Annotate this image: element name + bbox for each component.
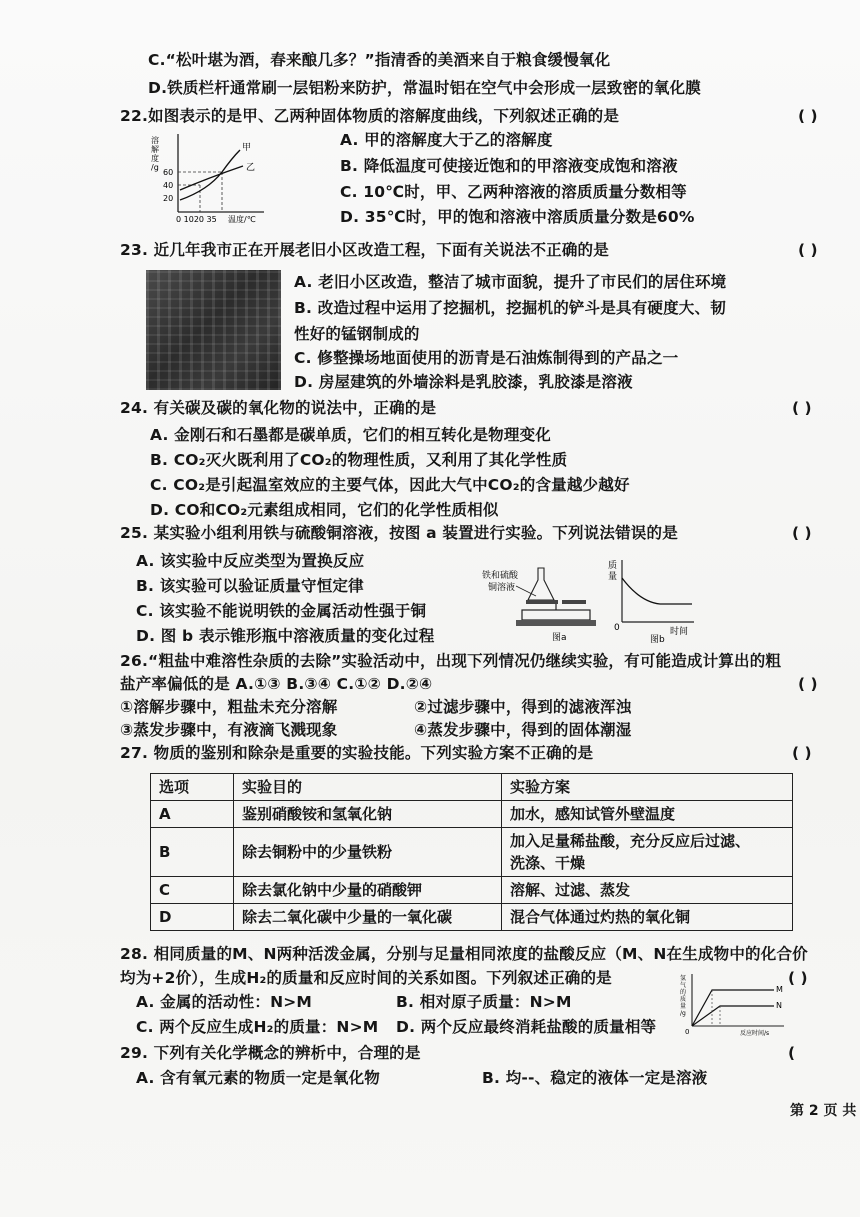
q23-building-photo <box>146 270 281 390</box>
q28-line-m <box>692 990 774 1026</box>
table-header-row <box>151 774 793 801</box>
q25-option-a: A. 该实验中反应类型为置换反应 <box>136 552 365 570</box>
q22-option-c: C. 10℃时，甲、乙两种溶液的溶质质量分数相等 <box>340 183 687 201</box>
q23-option-c: C. 修整操场地面使用的沥青是石油炼制得到的产品之一 <box>294 349 679 367</box>
q22-ytick-20: 20 <box>163 194 174 203</box>
q29-option-a: A. 含有氧元素的物质一定是氧化物 <box>136 1069 380 1087</box>
table-cell: C <box>151 877 234 904</box>
q25-option-c: C. 该实验不能说明铁的金属活动性强于铜 <box>136 602 427 620</box>
q24-stem: 24. 有关碳及碳的氧化物的说法中，正确的是 <box>120 399 437 417</box>
q28-option-b: B. 相对原子质量：N>M <box>396 993 572 1011</box>
q28-option-c: C. 两个反应生成H₂的质量：N>M <box>136 1018 379 1036</box>
q28-label-m: M <box>776 985 783 994</box>
q28-xlabel: 反应时间/s <box>740 1030 770 1037</box>
q25-fig-b-origin: 0 <box>614 623 620 633</box>
q23-option-b-line1: B. 改造过程中运用了挖掘机，挖掘机的铲斗是具有硬度大、韧 <box>294 299 726 317</box>
q28-ylabel-2: 气 <box>680 982 687 989</box>
q22-answer-bracket[interactable]: ( ) <box>798 107 818 125</box>
q27-experiment-table <box>150 773 793 931</box>
q21-option-c: C.“松叶堪为酒，春来酿几多？”指清香的美酒来自于粮食缓慢氧化 <box>148 51 611 69</box>
q25-fig-a-label2: 铜溶液 <box>488 583 516 593</box>
table-cell: 溶解、过滤、蒸发 <box>502 877 793 904</box>
table-row <box>151 877 793 904</box>
q29-option-b: B. 均--、稳定的液体一定是溶液 <box>482 1069 708 1087</box>
q26-item-4: ④蒸发步骤中，得到的固体潮湿 <box>414 721 632 739</box>
q25-fig-b-graph <box>606 556 698 644</box>
q22-ytick-40: 40 <box>163 181 174 190</box>
q28-ylabel-4: 质 <box>680 996 687 1003</box>
table-header: 实验目的 <box>234 774 502 801</box>
q28-option-d: D. 两个反应最终消耗盐酸的质量相等 <box>396 1018 657 1036</box>
curve-jia <box>180 150 240 200</box>
q25-option-b: B. 该实验可以验证质量守恒定律 <box>136 577 364 595</box>
q28-ylabel-1: 氢 <box>680 975 687 982</box>
q21-option-d: D.铁质栏杆通常刷一层铝粉来防护，常温时铝在空气中会形成一层致密的氧化膜 <box>148 79 701 97</box>
q28-answer-bracket[interactable]: ( ) <box>788 969 808 987</box>
q25-option-d: D. 图 b 表示锥形瓶中溶液质量的变化过程 <box>136 627 435 645</box>
table-cell: D <box>151 904 234 931</box>
q29-stem: 29. 下列有关化学概念的辨析中，合理的是 <box>120 1044 421 1062</box>
q23-answer-bracket[interactable]: ( ) <box>798 241 818 259</box>
q28-label-n: N <box>776 1001 782 1010</box>
q27-answer-bracket[interactable]: ( ) <box>792 744 812 762</box>
table-cell: 除去二氧化碳中少量的一氧化碳 <box>234 904 502 931</box>
q25-fig-b-ylabel-1: 质 <box>608 561 618 571</box>
q26-stem-line1: 26.“粗盐中难溶性杂质的去除”实验活动中，出现下列情况仍继续实验，有可能造成计算出的粗 <box>120 652 782 670</box>
q22-ylabel-4: /g <box>151 163 159 172</box>
q22-option-b: B. 降低温度可使接近饱和的甲溶液变成饱和溶液 <box>340 157 678 175</box>
table-row <box>151 828 793 877</box>
table-cell <box>502 828 793 877</box>
q22-xlabel: 温度/℃ <box>228 215 256 224</box>
table-cell: A <box>151 801 234 828</box>
table-cell: 鉴别硝酸铵和氢氧化钠 <box>234 801 502 828</box>
q24-answer-bracket[interactable]: ( ) <box>792 399 812 417</box>
q22-xticks: 0 1020 35 <box>176 215 217 224</box>
q22-ylabel-2: 解 <box>151 145 159 154</box>
q26-stem-line2: 盐产率偏低的是 A.①③ B.③④ C.①② D.②④ <box>120 675 433 693</box>
table-row <box>151 801 793 828</box>
table-cell: 混合气体通过灼热的氧化铜 <box>502 904 793 931</box>
table-header: 实验方案 <box>502 774 793 801</box>
q25-fig-a-balance <box>476 560 601 642</box>
q23-option-d: D. 房屋建筑的外墙涂料是乳胶漆，乳胶漆是溶液 <box>294 373 633 391</box>
q28-stem-line1: 28. 相同质量的M、N两种活泼金属，分别与足量相同浓度的盐酸反应（M、N在生成物中的化合价 <box>120 945 808 963</box>
q22-option-d: D. 35℃时，甲的饱和溶液中溶质质量分数是60% <box>340 208 695 226</box>
q25-answer-bracket[interactable]: ( ) <box>792 524 812 542</box>
q23-stem: 23. 近几年我市正在开展老旧小区改造工程，下面有关说法不正确的是 <box>120 241 609 259</box>
table-row <box>151 904 793 931</box>
q25-fig-a-caption: 图a <box>552 633 567 642</box>
q24-option-b: B. CO₂灭火既利用了CO₂的物理性质，又利用了其化学性质 <box>150 451 568 469</box>
q28-ylabel-3: 的 <box>680 989 687 996</box>
q28-stem-line2: 均为+2价），生成H₂的质量和反应时间的关系如图。下列叙述正确的是 <box>120 969 612 987</box>
erlenmeyer-flask-icon <box>528 568 554 600</box>
q25-stem: 25. 某实验小组利用铁与硫酸铜溶液，按图 a 装置进行实验。下列说法错误的是 <box>120 524 678 542</box>
q28-origin: 0 <box>685 1028 690 1036</box>
q25-fig-b-xlabel: 时间 <box>670 627 689 637</box>
table-cell-line: 加入足量稀盐酸，充分反应后过滤、 <box>510 832 751 850</box>
q22-ylabel-1: 溶 <box>151 136 159 145</box>
q22-ytick-60: 60 <box>163 168 174 177</box>
table-cell-line: 洗涤、干燥 <box>510 854 586 872</box>
q22-ylabel-3: 度 <box>151 154 159 163</box>
q25-fig-b-curve <box>622 578 692 604</box>
q22-solubility-graph <box>148 130 268 226</box>
q28-ylabel-5: 量 <box>680 1003 687 1010</box>
table-cell: 除去铜粉中的少量铁粉 <box>234 828 502 877</box>
table-header: 选项 <box>151 774 234 801</box>
q24-option-d: D. CO和CO₂元素组成相同，它们的化学性质相似 <box>150 501 499 519</box>
q26-item-1: ①溶解步骤中，粗盐未充分溶解 <box>120 698 338 716</box>
q29-answer-bracket[interactable]: ( <box>788 1044 796 1062</box>
q25-fig-a-label1: 铁和硫酸 <box>482 571 519 581</box>
q23-option-b-line2: 性好的锰钢制成的 <box>294 325 420 343</box>
page-footer: 第 2 页 共 <box>790 1103 857 1119</box>
q28-hydrogen-graph <box>680 972 790 1038</box>
q22-stem: 22.如图表示的是甲、乙两种固体物质的溶解度曲线，下列叙述正确的是 <box>120 107 620 125</box>
q27-stem: 27. 物质的鉴别和除杂是重要的实验技能。下列实验方案不正确的是 <box>120 744 594 762</box>
q28-option-a: A. 金属的活动性：N>M <box>136 993 313 1011</box>
table-cell: 加水，感知试管外壁温度 <box>502 801 793 828</box>
q26-item-2: ②过滤步骤中，得到的滤液浑浊 <box>414 698 632 716</box>
q26-item-3: ③蒸发步骤中，有液滴飞溅现象 <box>120 721 338 739</box>
q23-option-a: A. 老旧小区改造，整洁了城市面貌，提升了市民们的居住环境 <box>294 273 727 291</box>
q26-answer-bracket[interactable]: ( ) <box>798 675 818 693</box>
q22-label-jia: 甲 <box>242 143 252 153</box>
q24-option-a: A. 金刚石和石墨都是碳单质，它们的相互转化是物理变化 <box>150 426 551 444</box>
q28-ylabel-6: /g <box>680 1010 686 1017</box>
q24-option-c: C. CO₂是引起温室效应的主要气体，因此大气中CO₂的含量越少越好 <box>150 476 630 494</box>
table-cell: 除去氯化钠中少量的硝酸钾 <box>234 877 502 904</box>
q25-fig-b-ylabel-2: 量 <box>608 572 618 582</box>
q22-option-a: A. 甲的溶解度大于乙的溶解度 <box>340 131 553 149</box>
q22-label-yi: 乙 <box>246 163 256 173</box>
q25-fig-b-caption: 图b <box>650 635 665 644</box>
q28-line-n <box>692 1006 774 1026</box>
table-cell: B <box>151 828 234 877</box>
curve-yi <box>180 166 243 190</box>
